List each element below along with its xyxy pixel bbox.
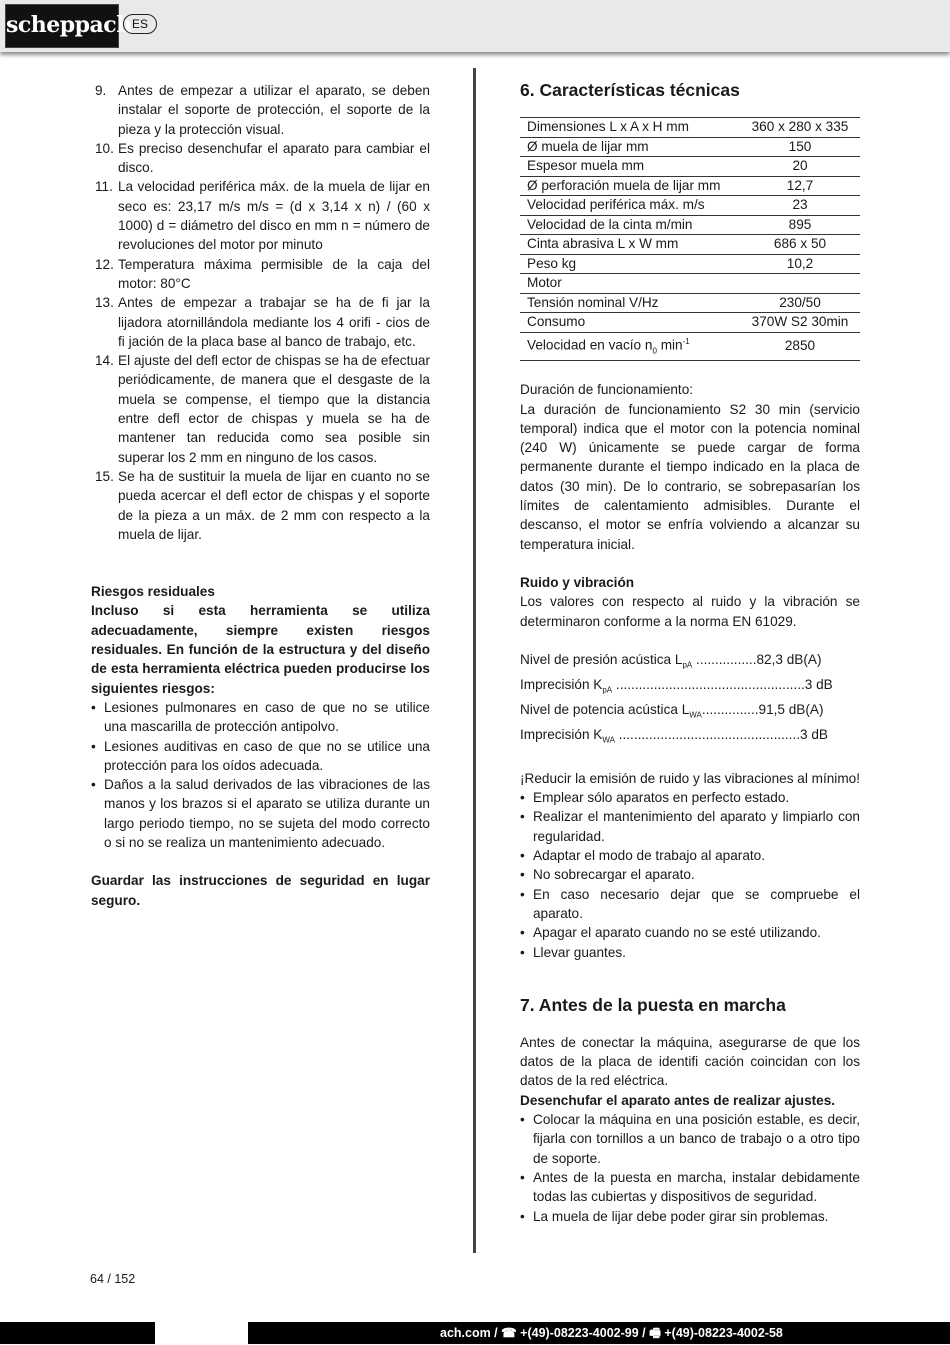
list-item: • Lesiones auditivas en caso de que no se utilice una protección para los oídos adecuada. (91, 737, 430, 776)
noise-dots: ................................................ (614, 726, 801, 742)
item-number: 12. (95, 256, 114, 272)
noise-dots: ................ (692, 651, 757, 667)
item-number: 10. (95, 140, 114, 156)
list-item: • Antes de la puesta en marcha, instalar debidamente todas las cubiertas y dispositivos de seguridad. (520, 1168, 860, 1207)
item-text: La velocidad periférica máx. de la muela de lijar en seco es: 23,17 m/s m/s = (d x 3,14 x n) / (60 x 1000) d = diámetro del disco en mm n = número de revoluciones del motor por minuto (118, 179, 430, 253)
list-item: • La muela de lijar debe poder girar sin problemas. (520, 1207, 860, 1226)
noise-dots: ............... (701, 701, 759, 717)
duration-title: Duración de funcionamiento: (520, 382, 694, 398)
spec-row (520, 176, 860, 196)
spec-value: 10,2 (740, 254, 860, 274)
footer-gap (155, 1322, 248, 1344)
numbered-item (91, 81, 430, 139)
noise-subscript: WA (602, 735, 615, 745)
list-item: • Llevar guantes. (520, 943, 860, 962)
spec-label: Motor (520, 274, 740, 294)
spec-label: Velocidad de la cinta m/min (520, 215, 740, 235)
numbered-item (91, 351, 430, 467)
numbered-item (91, 255, 430, 294)
residual-risks-intro: Incluso si esta herramienta se utiliza adecuadamente, siempre existen riesgos residuales. En función de la estructura y del diseño de esta herramienta eléctrica pueden producirse los siguientes riesgos: (91, 603, 430, 696)
spec-label: Consumo (520, 313, 740, 333)
noise-value: 91,5 dB(A) (758, 701, 824, 717)
noise-subscript: pA (602, 685, 613, 695)
spec-row (520, 235, 860, 255)
noise-label: Imprecisión K (520, 676, 603, 692)
spec-value: 370W S2 30min (740, 313, 860, 333)
item-number: 11. (95, 179, 113, 195)
spec-value: 20 (740, 157, 860, 177)
duration-text: La duración de funcionamiento S2 30 min (servicio temporal) indica que el motor con la potencia nominal (240 W) únicamente se puede cargar de forma permanente durante el tiempo indicado en la placa de datos (30 min). De lo contrario, se sobrepasarían los límites de calentamiento admisibles. Durante el descanso, el motor se enfría volviendo a alcanzar su temperatura inicial. (520, 401, 860, 552)
language-badge: ES (123, 14, 157, 34)
list-item: • Daños a la salud derivados de las vibraciones de las manos y los brazos si el aparato se utiliza durante un largo periodo tiempo, no se sujeta del modo correcto o si no se realiza un mantenimiento adecuado. (91, 775, 430, 852)
noise-text: Los valores con respecto al ruido y la vibración se determinaron conforme a la norma EN 61029. (520, 594, 860, 629)
item-text: Temperatura máxima permisible de la caja del motor: 80°C (118, 256, 430, 291)
noise-value-row (520, 675, 860, 700)
item-number: 13. (95, 295, 114, 311)
spec-label: Ø perforación muela de lijar mm (520, 176, 740, 196)
list-item: • Apagar el aparato cuando no se esté utilizando. (520, 923, 860, 942)
list-item: • No sobrecargar el aparato. (520, 865, 860, 884)
spec-row (520, 215, 860, 235)
spec-row (520, 313, 860, 333)
noise-subscript: WA (689, 710, 702, 720)
spec-label: Cinta abrasiva L x W mm (520, 235, 740, 255)
spec-value: 150 (740, 137, 860, 157)
item-text: Antes de empezar a utilizar el aparato, se deben instalar el soporte de protección, el soporte de la pieza y la protección visual. (118, 83, 430, 137)
spec-value: 230/50 (740, 293, 860, 313)
spec-value: 2850 (740, 332, 860, 361)
item-number: 9. (95, 83, 107, 98)
scheppach-logo: scheppach (5, 4, 119, 48)
noise-values (520, 650, 860, 750)
spec-row (520, 118, 860, 138)
noise-title: Ruido y vibración (520, 574, 635, 590)
residual-risks-title: Riesgos residuales (91, 584, 215, 600)
spec-value: 12,7 (740, 176, 860, 196)
noise-value-row (520, 725, 860, 750)
spec-row (520, 254, 860, 274)
page-number: 64 / 152 (90, 1272, 136, 1286)
spec-value: 23 (740, 196, 860, 216)
reduce-intro: ¡Reducir la emisión de ruido y las vibraciones al mínimo! (520, 770, 860, 786)
noise-dots: .................................................. (612, 676, 805, 692)
spec-value: 686 x 50 (740, 235, 860, 255)
spec-label: Peso kg (520, 254, 740, 274)
safety-numbered-list (91, 81, 430, 544)
spec-row-speed (520, 332, 860, 361)
noise-label: Nivel de potencia acústica L (520, 701, 690, 717)
item-number: 14. (95, 353, 114, 369)
noise-subscript: pA (682, 660, 693, 670)
list-item: • Realizar el mantenimiento del aparato y limpiarlo con regularidad. (520, 807, 860, 846)
section-7-list (520, 1110, 860, 1226)
spec-value (740, 274, 860, 294)
noise-value: 3 dB (804, 676, 833, 692)
technical-specs-table (520, 117, 860, 361)
numbered-item (91, 467, 430, 544)
item-text: Antes de empezar a trabajar se ha de fi jar la lijadora atornillándola mediante los 4 orifi - cios de fi jación de la placa base al banco de trabajo, etc. (118, 295, 430, 349)
numbered-item (91, 293, 430, 351)
spec-value: 360 x 280 x 335 (740, 118, 860, 138)
spec-label: Ø muela de lijar mm (520, 137, 740, 157)
noise-label: Nivel de presión acústica L (520, 651, 683, 667)
spec-row (520, 157, 860, 177)
section-7-title: 7. Antes de la puesta en marcha (520, 994, 786, 1015)
section-7-text: Antes de conectar la máquina, asegurarse de que los datos de la placa de identifi cación coincidan con los datos de la red eléctrica. (520, 1034, 860, 1089)
left-column (91, 81, 430, 910)
column-divider (473, 68, 476, 1253)
footer-contact: ach.com / ☎ +(49)-08223-4002-99 / 🖷 +(49)-08223-4002-58 (440, 1326, 783, 1340)
spec-label: Velocidad periférica máx. m/s (520, 196, 740, 216)
spec-value: 895 (740, 215, 860, 235)
item-number: 15. (95, 468, 114, 484)
noise-value-row (520, 700, 860, 725)
list-item: • Adaptar el modo de trabajo al aparato. (520, 846, 860, 865)
section-7-warning: Desenchufar el aparato antes de realizar ajustes. (520, 1092, 836, 1108)
right-column (520, 79, 860, 1226)
spec-label: Espesor muela mm (520, 157, 740, 177)
list-item: • Lesiones pulmonares en caso de que no se utilice una mascarilla de protección antipolvo. (91, 698, 430, 737)
spec-row (520, 293, 860, 313)
noise-value-row (520, 650, 860, 675)
spec-label: Velocidad en vacío $n_0$ $\min^{-1}$ (520, 332, 740, 361)
spec-row (520, 274, 860, 294)
noise-value: 82,3 dB(A) (756, 651, 822, 667)
list-item: • Emplear sólo aparatos en perfecto estado. (520, 788, 860, 807)
list-item: • Colocar la máquina en una posición estable, es decir, fijarla con tornillos a un banco de trabajo o a otro tipo de soporte. (520, 1110, 860, 1168)
section-6-title: 6. Características técnicas (520, 80, 740, 100)
reduce-list (520, 788, 860, 962)
numbered-item (91, 177, 430, 254)
numbered-item (91, 139, 430, 178)
keep-instructions-note: Guardar las instrucciones de seguridad en lugar seguro. (91, 873, 430, 908)
noise-label: Imprecisión K (520, 726, 603, 742)
spec-row (520, 137, 860, 157)
spec-label: Dimensiones L x A x H mm (520, 118, 740, 138)
item-text: El ajuste del defl ector de chispas se ha de efectuar periódicamente, de manera que el desgaste de la muela se compense, el tiempo que la distancia entre defl ector de chispas y muela se ha de mantener tan reducida como sea posible sin superar los 2 mm en ninguno de los casos. (118, 353, 430, 465)
list-item: • En caso necesario dejar que se compruebe el aparato. (520, 885, 860, 924)
spec-row (520, 196, 860, 216)
spec-label: Tensión nominal V/Hz (520, 293, 740, 313)
residual-risks-list (91, 698, 430, 852)
item-text: Es preciso desenchufar el aparato para cambiar el disco. (118, 140, 430, 176)
noise-value: 3 dB (800, 726, 828, 742)
item-text: Se ha de sustituir la muela de lijar en cuanto no se pueda acercar el defl ector de chispas y el soporte de la pieza a un máx. de 2 mm con respecto a la muela de lijar. (118, 468, 430, 542)
